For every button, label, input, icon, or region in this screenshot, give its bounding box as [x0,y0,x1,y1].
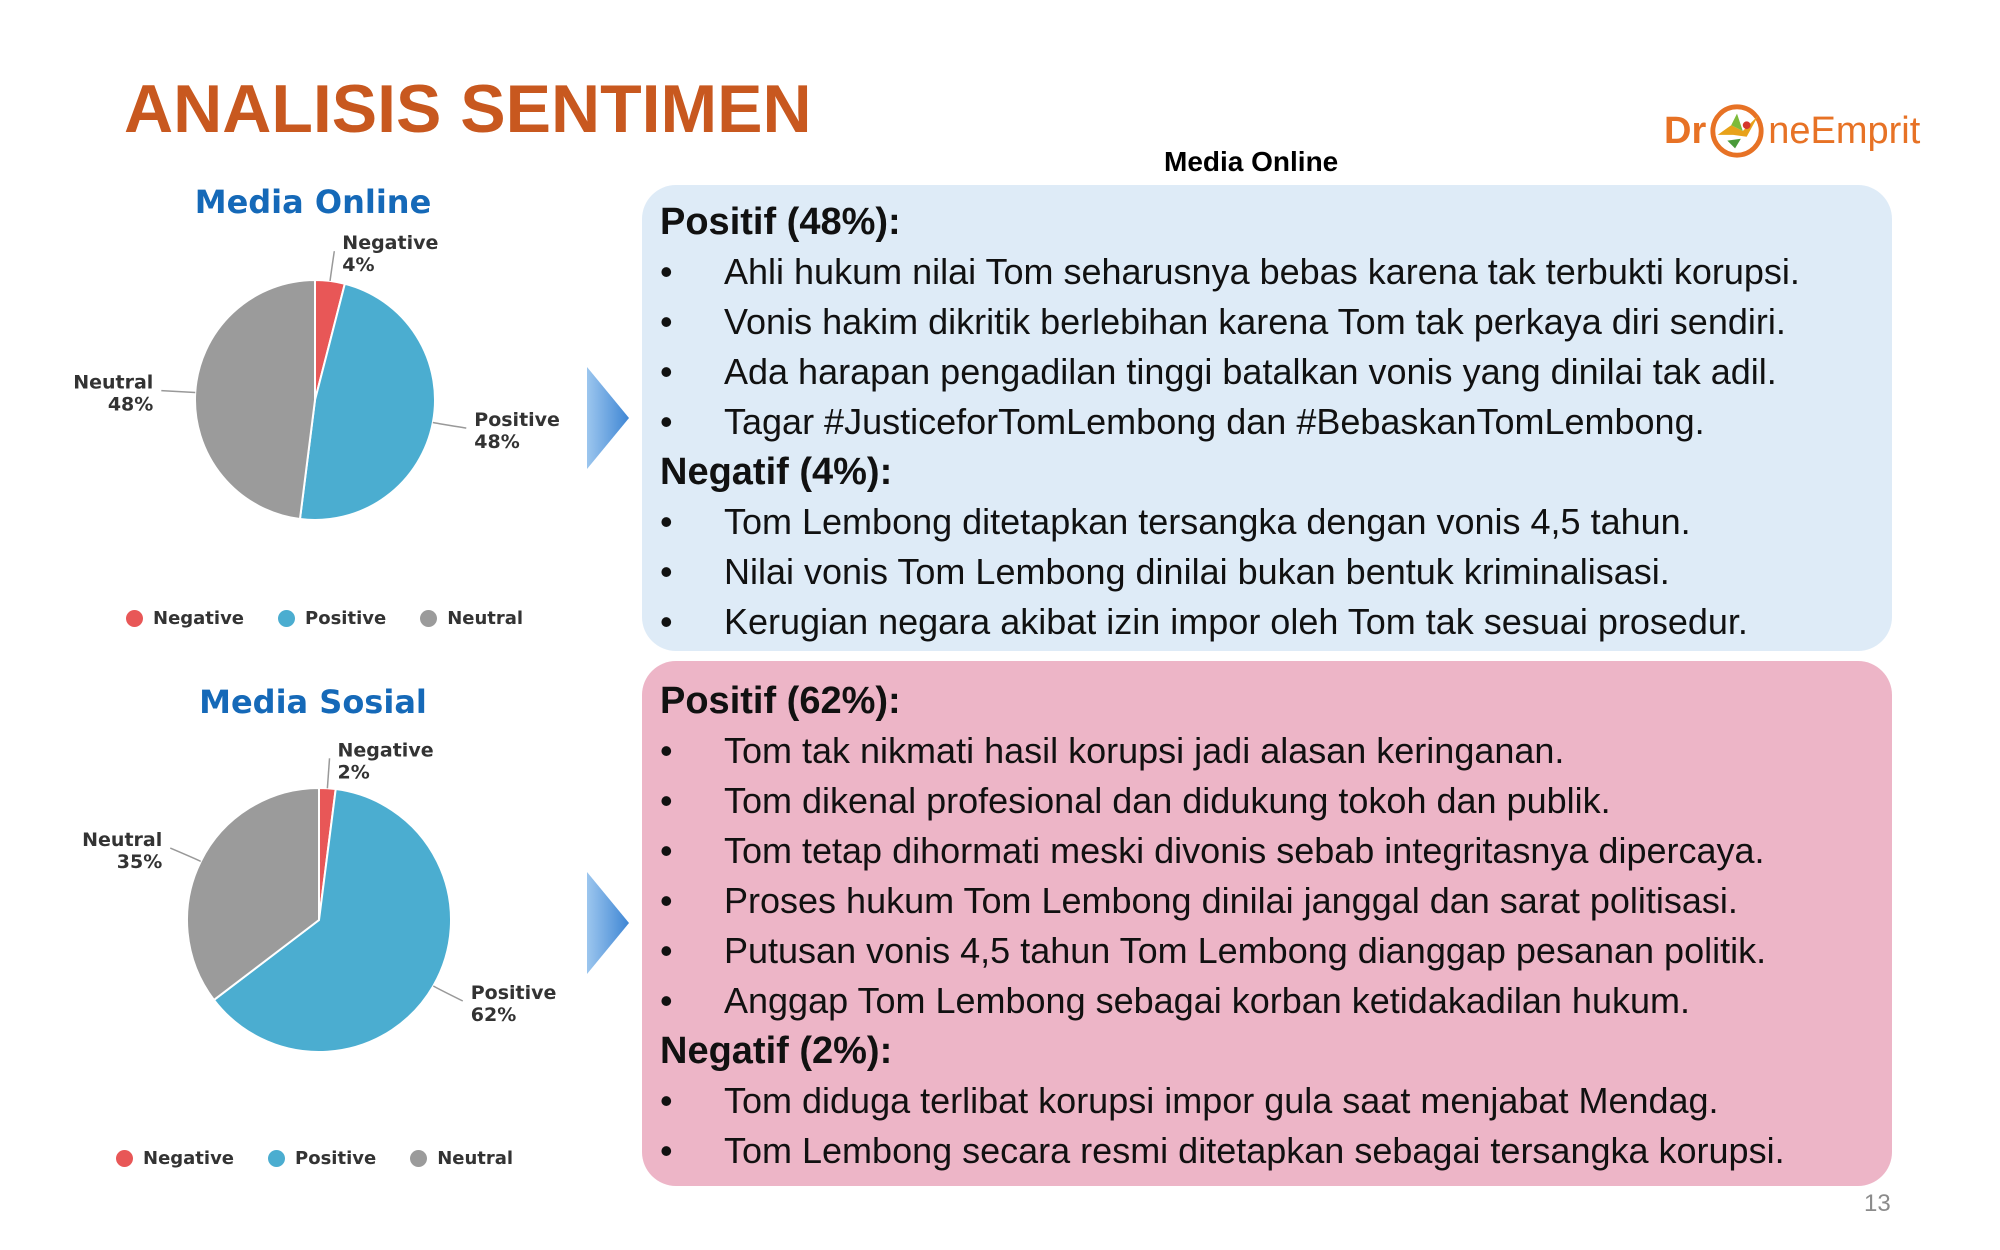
pie-chart-media-online [40,232,600,550]
bullet: • [660,880,673,921]
slice-leader-line-negative [330,251,334,281]
slice-label-name-negative: Negative [337,739,434,762]
bullet: • [660,1080,673,1121]
list-item-text: Kerugian negara akibat izin impor oleh Tom tak sesuai prosedur. [724,601,1748,642]
list-item [660,1126,1892,1176]
list-item-text: Tom dikenal profesional dan didukung tokoh dan publik. [724,780,1611,821]
slice-label-name-negative: Negative [342,232,439,255]
list-item-text: Anggap Tom Lembong sebagai korban ketidakadilan hukum. [724,980,1690,1021]
list-item [660,597,1892,647]
list-item [660,776,1892,826]
legend-dot-neutral [420,610,437,627]
logo-suffix: neEmprit [1768,109,1921,152]
positif-heading: Positif (62%): [660,680,901,722]
legend-label-positive: Positive [305,608,387,629]
legend-dot-positive [278,610,295,627]
list-item [660,397,1892,447]
list-item-text: Tom Lembong secara resmi ditetapkan sebagai tersangka korupsi. [724,1130,1785,1171]
slice-label-name-neutral: Neutral [82,829,163,852]
slice-leader-line-neutral [161,391,195,393]
legend-dot-negative [126,610,143,627]
chart-title-media-online: Media Online [194,183,432,221]
media-online-summary-box [642,185,1892,651]
legend-item-neutral [410,1148,513,1169]
legend-media-online [126,608,557,629]
legend-dot-positive [268,1150,285,1167]
negatif-heading: Negatif (2%): [660,1030,893,1072]
slice-label-name-positive: Positive [474,409,560,432]
list-item-text: Proses hukum Tom Lembong dinilai janggal dan sarat politisasi. [724,880,1738,921]
legend-label-neutral: Neutral [437,1148,514,1169]
list-item-text: Tom Lembong ditetapkan tersangka dengan vonis 4,5 tahun. [724,501,1691,542]
list-item [660,976,1892,1026]
list-item-text: Tom tak nikmati hasil korupsi jadi alasan keringanan. [724,730,1565,771]
logo-prefix: Dr [1664,109,1707,152]
bullet: • [660,830,673,871]
negatif-heading: Negatif (4%): [660,451,893,493]
legend-item-positive [268,1148,376,1169]
list-item [660,1076,1892,1126]
bullet: • [660,1130,673,1171]
page-title: ANALISIS SENTIMEN [124,71,812,147]
legend-dot-negative [116,1150,133,1167]
bullet: • [660,980,673,1021]
drone-bird-icon [1708,102,1766,160]
bullet: • [660,730,673,771]
positif-heading: Positif (48%): [660,201,901,243]
list-item [660,497,1892,547]
slice-label-value-positive: 62% [470,1004,517,1026]
bullet: • [660,351,673,392]
list-item [660,926,1892,976]
bullet: • [660,551,673,592]
list-item [660,247,1892,297]
bullet: • [660,780,673,821]
drone-emprit-logo [1664,96,1920,166]
legend-label-neutral: Neutral [447,608,524,629]
slice-leader-line-positive [433,986,462,1001]
list-item [660,347,1892,397]
arrow-right-icon [585,870,631,976]
bullet: • [660,501,673,542]
slice-label-value-neutral: 35% [116,851,163,874]
legend-item-negative [126,608,244,629]
list-item [660,876,1892,926]
legend-media-sosial [116,1148,547,1169]
slice-label-name-positive: Positive [470,982,557,1004]
pie-chart-media-sosial [40,739,600,1080]
slice-label-value-neutral: 48% [107,393,154,416]
list-item [660,726,1892,776]
list-item-text: Tom tetap dihormati meski divonis sebab integritasnya dipercaya. [724,830,1765,871]
list-item [660,297,1892,347]
section-header: Media Online [1164,146,1339,177]
legend-item-negative [116,1148,234,1169]
page-number: 13 [1864,1190,1891,1217]
chart-title-media-sosial: Media Sosial [199,683,427,721]
list-item-text: Ada harapan pengadilan tinggi batalkan vonis yang dinilai tak adil. [724,351,1777,392]
legend-dot-neutral [410,1150,427,1167]
slice-leader-line-negative [327,758,329,788]
slice-label-value-negative: 4% [342,254,375,277]
list-item-text: Tom diduga terlibat korupsi impor gula saat menjabat Mendag. [724,1080,1719,1121]
bullet: • [660,401,673,442]
bullet: • [660,930,673,971]
list-item-text: Vonis hakim dikritik berlebihan karena Tom tak perkaya diri sendiri. [724,301,1786,342]
arrow-right-icon [585,365,631,471]
list-item-text: Putusan vonis 4,5 tahun Tom Lembong dianggap pesanan politik. [724,930,1767,971]
list-item [660,826,1892,876]
legend-label-negative: Negative [153,608,245,629]
slice-label-value-positive: 48% [474,431,520,454]
slice-label-name-neutral: Neutral [73,371,154,394]
media-sosial-summary-box [642,661,1892,1186]
list-item-text: Nilai vonis Tom Lembong dinilai bukan bentuk kriminalisasi. [724,551,1670,592]
slice-label-value-negative: 2% [337,761,370,784]
pie-slice-neutral [195,280,315,519]
legend-label-positive: Positive [295,1148,377,1169]
slice-leader-line-positive [433,422,466,428]
list-item-text: Ahli hukum nilai Tom seharusnya bebas karena tak terbukti korupsi. [724,251,1800,292]
list-item-text: Tagar #JusticeforTomLembong dan #BebaskanTomLembong. [724,401,1705,442]
legend-label-negative: Negative [143,1148,235,1169]
bullet: • [660,301,673,342]
legend-item-positive [278,608,386,629]
list-item [660,547,1892,597]
bullet: • [660,601,673,642]
bullet: • [660,251,673,292]
slice-leader-line-neutral [170,848,200,861]
legend-item-neutral [420,608,523,629]
